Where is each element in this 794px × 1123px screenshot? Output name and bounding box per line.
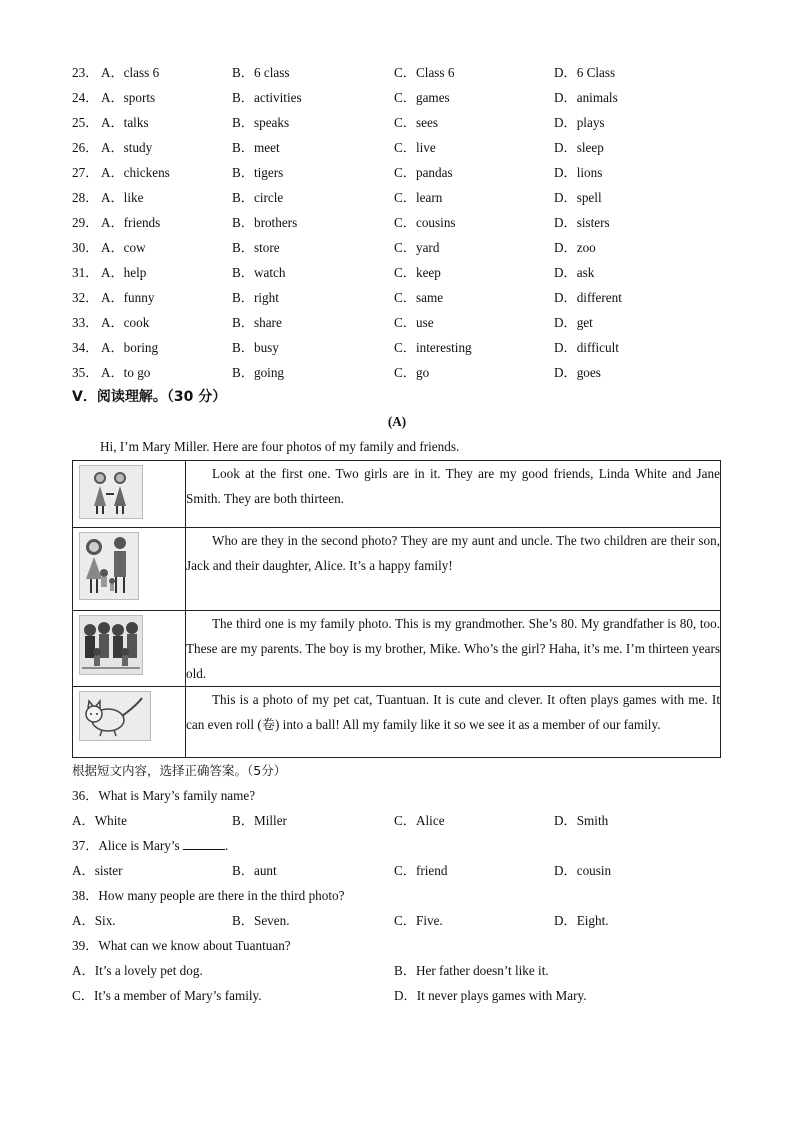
option-a: 24． A．sports — [72, 90, 156, 105]
option-d: D．ask — [554, 265, 595, 280]
question-stem: 37．Alice is Mary’s . — [72, 838, 229, 853]
option-d: D．difficult — [554, 340, 619, 355]
passage-intro: Hi, I’m Mary Miller. Here are four photos of my family and friends. — [100, 439, 460, 454]
option-c: C．same — [394, 290, 444, 305]
option-a: A．White — [72, 813, 127, 828]
option-row — [72, 262, 732, 284]
option-a: 23． A．class 6 — [72, 65, 160, 80]
family-of-four-photo-icon — [79, 532, 139, 600]
option-b: B．meet — [232, 140, 280, 155]
option-row — [72, 187, 732, 209]
option-c: C．games — [394, 90, 450, 105]
option-b: B．activities — [232, 90, 302, 105]
option-c: C．pandas — [394, 165, 453, 180]
option-c: C．cousins — [394, 215, 456, 230]
option-a: A．sister — [72, 863, 123, 878]
question-options — [72, 910, 732, 932]
option-c: C．live — [394, 140, 436, 155]
photo-description: Who are they in the second photo? They are my aunt and uncle. The two children are their son, Jack and their daughter, Alice. It’s a happy family! — [186, 528, 721, 611]
photo-description: Look at the first one. Two girls are in it. They are my good friends, Linda White and Jane Smith. They are both thirteen. — [186, 461, 721, 528]
option-b: B．Miller — [232, 813, 287, 828]
option-row — [72, 162, 732, 184]
option-b: B．tigers — [232, 165, 284, 180]
section-title: Ⅴ．阅读理解。（30 分） — [72, 389, 227, 405]
option-a: A．It’s a lovely pet dog. — [72, 963, 203, 978]
option-row — [72, 362, 732, 384]
option-b: B．busy — [232, 340, 279, 355]
question-stem: 39．What can we know about Tuantuan? — [72, 938, 291, 953]
option-a: 28． A．like — [72, 190, 144, 205]
photo-cell — [73, 528, 186, 611]
option-b: B．speaks — [232, 115, 290, 130]
photo-row — [73, 687, 721, 758]
option-row — [72, 87, 732, 109]
option-d: D．Smith — [554, 813, 609, 828]
photo-description: The third one is my family photo. This is my grandmother. She’s 80. My grandfather is 80, too. These are my parents. The boy is my brother, Mike. Who’s the girl? Haha, it’s me. I’m thirteen years old. — [186, 611, 721, 687]
option-d: D．goes — [554, 365, 601, 380]
option-b: B．brothers — [232, 215, 298, 230]
option-d: D．plays — [554, 115, 605, 130]
option-row — [72, 312, 732, 334]
option-d: D．get — [554, 315, 593, 330]
passage-title: (A) — [387, 414, 407, 429]
question-options — [72, 985, 732, 1007]
photo-table — [72, 460, 721, 758]
option-c: C．It’s a member of Mary’s family. — [72, 988, 262, 1003]
option-row — [72, 337, 732, 359]
option-b: B．watch — [232, 265, 286, 280]
option-row — [72, 237, 732, 259]
option-d: D．sleep — [554, 140, 604, 155]
option-d: D．different — [554, 290, 622, 305]
option-a: 30． A．cow — [72, 240, 146, 255]
option-b: B．going — [232, 365, 285, 380]
option-d: D．lions — [554, 165, 603, 180]
photo-description: This is a photo of my pet cat, Tuantuan. It is cute and clever. It often plays games with me. It can even roll (卷) into a ball! All my family like it so we see it as a member of our family. — [186, 687, 721, 758]
option-a: 35． A．to go — [72, 365, 151, 380]
option-d: D．sisters — [554, 215, 610, 230]
question-stem: 38．How many people are there in the third photo? — [72, 888, 345, 903]
option-a: 25． A．talks — [72, 115, 149, 130]
cat-photo-icon — [79, 691, 151, 741]
option-b: B．aunt — [232, 863, 277, 878]
option-b: B．Seven. — [232, 913, 290, 928]
option-b: B．Her father doesn’t like it. — [394, 963, 549, 978]
photo-cell — [73, 687, 186, 758]
option-a: 33． A．cook — [72, 315, 150, 330]
photo-cell — [73, 461, 186, 528]
option-row — [72, 62, 732, 84]
photo-row — [73, 611, 721, 687]
option-d: D．6 Class — [554, 65, 616, 80]
question-options — [72, 960, 732, 982]
answer-blank — [183, 837, 225, 850]
option-d: D．animals — [554, 90, 618, 105]
option-c: C．Alice — [394, 813, 445, 828]
photo-cell — [73, 611, 186, 687]
option-a: 26． A．study — [72, 140, 153, 155]
option-c: C．use — [394, 315, 434, 330]
option-c: C．Class 6 — [394, 65, 455, 80]
option-d: D．cousin — [554, 863, 612, 878]
photo-row — [73, 528, 721, 611]
question-options — [72, 810, 732, 832]
question-options — [72, 860, 732, 882]
option-a: A．Six. — [72, 913, 116, 928]
option-c: C．sees — [394, 115, 438, 130]
option-b: B．circle — [232, 190, 284, 205]
option-b: B．6 class — [232, 65, 290, 80]
option-row — [72, 287, 732, 309]
option-a: 34． A．boring — [72, 340, 159, 355]
option-a: 32． A．funny — [72, 290, 155, 305]
option-d: D．zoo — [554, 240, 596, 255]
option-c: C．yard — [394, 240, 440, 255]
option-d: D．spell — [554, 190, 602, 205]
instruction: 根据短文内容，选择正确答案。（5分） — [72, 763, 287, 778]
option-c: C．keep — [394, 265, 441, 280]
option-c: C．go — [394, 365, 430, 380]
family-group-photo-icon — [79, 615, 143, 675]
option-c: C．interesting — [394, 340, 472, 355]
photo-row — [73, 461, 721, 528]
option-d: D．It never plays games with Mary. — [394, 988, 587, 1003]
option-a: 31． A．help — [72, 265, 147, 280]
option-b: B．store — [232, 240, 280, 255]
option-c: C．friend — [394, 863, 448, 878]
option-c: C．learn — [394, 190, 443, 205]
question-stem: 36．What is Mary’s family name? — [72, 788, 256, 803]
option-row — [72, 212, 732, 234]
option-a: 29． A．friends — [72, 215, 161, 230]
option-b: B．share — [232, 315, 282, 330]
option-c: C．Five. — [394, 913, 443, 928]
option-a: 27． A．chickens — [72, 165, 170, 180]
two-girls-photo-icon — [79, 465, 143, 519]
option-b: B．right — [232, 290, 279, 305]
option-d: D．Eight. — [554, 913, 609, 928]
option-row — [72, 137, 732, 159]
option-row — [72, 112, 732, 134]
